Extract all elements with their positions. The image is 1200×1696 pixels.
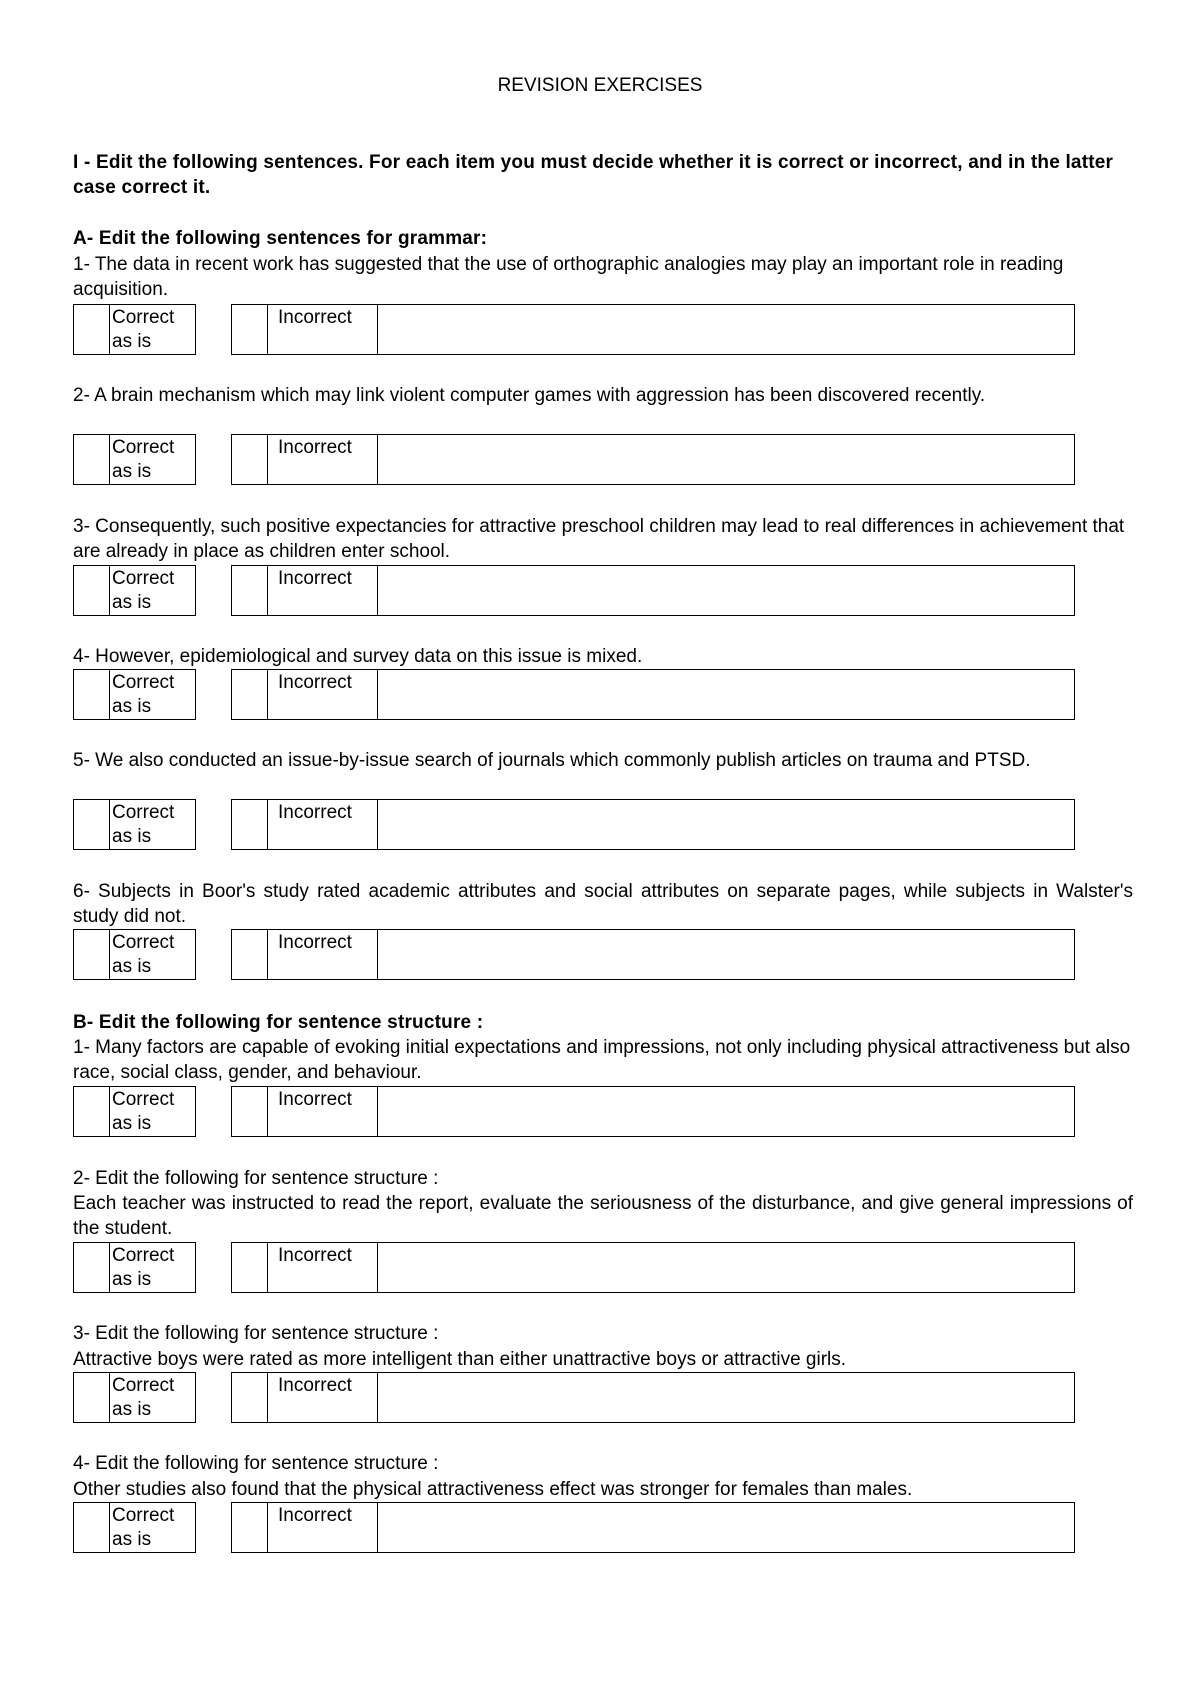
incorrect-option-box — [231, 669, 1075, 720]
correct-label: Correct as is — [112, 932, 175, 977]
answer-row-b3 — [73, 1372, 1075, 1423]
incorrect-option-box — [231, 1372, 1075, 1423]
incorrect-option-box — [231, 304, 1075, 355]
correct-option-box — [73, 1502, 196, 1553]
incorrect-checkbox[interactable] — [232, 670, 268, 719]
correct-option-box — [73, 434, 196, 485]
sentence-a4: 4- However, epidemiological and survey data on this issue is mixed. — [73, 646, 643, 667]
answer-row-b4 — [73, 1502, 1075, 1553]
incorrect-option-box — [231, 1502, 1075, 1553]
correct-option-box — [73, 304, 196, 355]
answer-row-a1 — [73, 304, 1075, 355]
sentence-a1: 1- The data in recent work has suggested that the use of orthographic analogies may play an important role in reading acquisition. — [73, 254, 1064, 300]
sentence-b3: Attractive boys were rated as more intelligent than either unattractive boys or attractive girls. — [73, 1349, 847, 1370]
incorrect-label: Incorrect — [278, 1089, 352, 1110]
correct-label: Correct as is — [112, 307, 175, 352]
page-title: REVISION EXERCISES — [497, 75, 703, 96]
correct-label: Correct as is — [112, 802, 175, 847]
incorrect-label: Incorrect — [278, 1245, 352, 1266]
sentence-b1: 1- Many factors are capable of evoking initial expectations and impressions, not only including physical attractiveness but also race, social class, gender, and behaviour. — [73, 1037, 1131, 1083]
incorrect-option-box — [231, 1242, 1075, 1293]
answer-row-b1 — [73, 1086, 1075, 1137]
correct-option-box — [73, 669, 196, 720]
correct-label: Correct as is — [112, 437, 175, 482]
correct-option-box — [73, 799, 196, 850]
sentence-a5: 5- We also conducted an issue-by-issue search of journals which commonly publish articles on trauma and PTSD. — [73, 750, 1031, 771]
correct-checkbox[interactable] — [74, 800, 110, 849]
correct-checkbox[interactable] — [74, 566, 110, 615]
correct-checkbox[interactable] — [74, 1243, 110, 1292]
correct-label: Correct as is — [112, 568, 175, 613]
incorrect-option-box — [231, 929, 1075, 980]
incorrect-option-box — [231, 565, 1075, 616]
incorrect-checkbox[interactable] — [232, 800, 268, 849]
correct-option-box — [73, 565, 196, 616]
incorrect-label: Incorrect — [278, 307, 352, 328]
answer-row-a5 — [73, 799, 1075, 850]
answer-row-a6 — [73, 929, 1075, 980]
item-b2-instruction: 2- Edit the following for sentence structure : — [73, 1168, 439, 1189]
correct-label: Correct as is — [112, 1375, 175, 1420]
incorrect-option-box — [231, 799, 1075, 850]
sentence-a2: 2- A brain mechanism which may link violent computer games with aggression has been discovered recently. — [73, 385, 986, 406]
incorrect-checkbox[interactable] — [232, 1373, 268, 1422]
correct-label: Correct as is — [112, 672, 175, 717]
incorrect-option-box — [231, 1086, 1075, 1137]
section-a-heading: A- Edit the following sentences for grammar: — [73, 228, 488, 249]
correct-option-box — [73, 1242, 196, 1293]
incorrect-checkbox[interactable] — [232, 1087, 268, 1136]
correct-label: Correct as is — [112, 1505, 175, 1550]
incorrect-option-box — [231, 434, 1075, 485]
incorrect-label: Incorrect — [278, 1375, 352, 1396]
incorrect-label: Incorrect — [278, 568, 352, 589]
correct-option-box — [73, 1086, 196, 1137]
correct-label: Correct as is — [112, 1089, 175, 1134]
incorrect-label: Incorrect — [278, 932, 352, 953]
correct-checkbox[interactable] — [74, 1087, 110, 1136]
incorrect-checkbox[interactable] — [232, 305, 268, 354]
correct-checkbox[interactable] — [74, 435, 110, 484]
sentence-b2: Each teacher was instructed to read the report, evaluate the seriousness of the disturbance, and give general impressions of the student. — [73, 1193, 1133, 1239]
correct-checkbox[interactable] — [74, 1373, 110, 1422]
correct-label: Correct as is — [112, 1245, 175, 1290]
answer-row-a2 — [73, 434, 1075, 485]
incorrect-checkbox[interactable] — [232, 1243, 268, 1292]
item-b4-instruction: 4- Edit the following for sentence structure : — [73, 1453, 439, 1474]
correct-checkbox[interactable] — [74, 930, 110, 979]
incorrect-label: Incorrect — [278, 802, 352, 823]
item-b3-instruction: 3- Edit the following for sentence structure : — [73, 1323, 439, 1344]
correct-checkbox[interactable] — [74, 305, 110, 354]
instructions: I - Edit the following sentences. For each item you must decide whether it is correct or incorrect, and in the latter case correct it. — [73, 152, 1114, 198]
answer-row-b2 — [73, 1242, 1075, 1293]
correct-option-box — [73, 929, 196, 980]
incorrect-label: Incorrect — [278, 437, 352, 458]
answer-row-a4 — [73, 669, 1075, 720]
incorrect-checkbox[interactable] — [232, 930, 268, 979]
correct-checkbox[interactable] — [74, 1503, 110, 1552]
answer-row-a3 — [73, 565, 1075, 616]
incorrect-checkbox[interactable] — [232, 435, 268, 484]
incorrect-label: Incorrect — [278, 1505, 352, 1526]
incorrect-checkbox[interactable] — [232, 566, 268, 615]
correct-checkbox[interactable] — [74, 670, 110, 719]
incorrect-checkbox[interactable] — [232, 1503, 268, 1552]
sentence-a6: 6- Subjects in Boor's study rated academic attributes and social attributes on separate pages, while subjects in Walster's study did not. — [73, 881, 1133, 927]
sentence-a3: 3- Consequently, such positive expectancies for attractive preschool children may lead to real differences in achievement that are already in place as children enter school. — [73, 516, 1125, 562]
incorrect-label: Incorrect — [278, 672, 352, 693]
sentence-b4: Other studies also found that the physical attractiveness effect was stronger for females than males. — [73, 1479, 913, 1500]
section-b-heading: B- Edit the following for sentence structure : — [73, 1012, 484, 1033]
correct-option-box — [73, 1372, 196, 1423]
